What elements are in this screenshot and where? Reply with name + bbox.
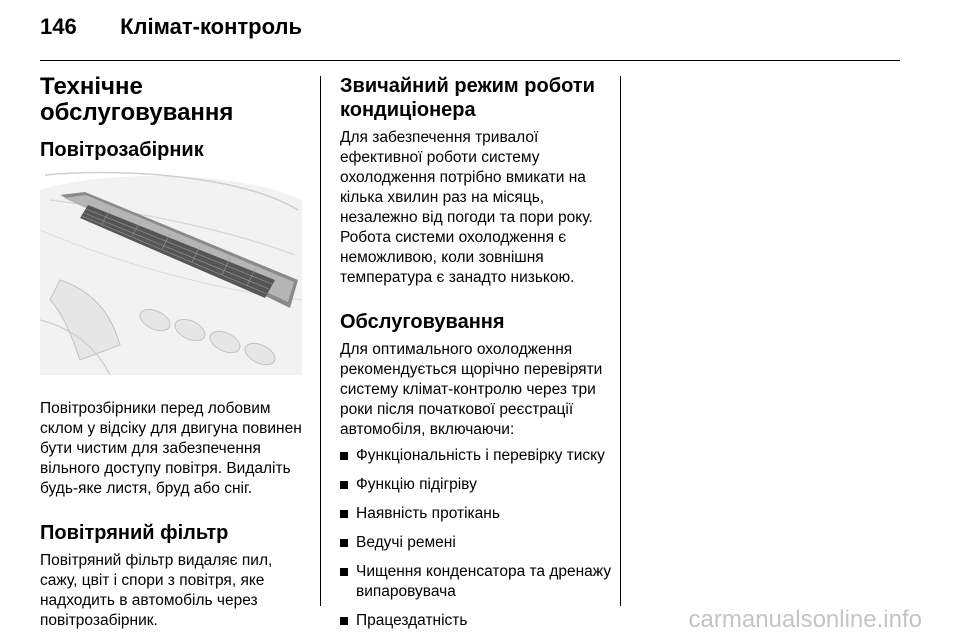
square-bullet-icon xyxy=(340,452,348,460)
left-column xyxy=(40,74,302,631)
list-item: Чищення конденсатора та дренажу випаровувача xyxy=(340,562,612,602)
service-checklist xyxy=(340,446,612,631)
air-intake-text: Повітрозбірники перед лобовим склом у відсіку для двигуна повинен бути чистим для забезпечення вільного доступу повітря. Видаліть будь-яке листя, бруд або сніг. xyxy=(40,400,302,497)
square-bullet-icon xyxy=(340,539,348,547)
list-item: Працездатність xyxy=(340,611,612,631)
list-item: Наявність протікань xyxy=(340,504,612,524)
middle-column xyxy=(340,74,612,640)
air-intake-heading: Повітрозабірник xyxy=(40,139,204,161)
ac-normal-mode-heading: Звичайний режим роботи кондиціонера xyxy=(340,75,595,121)
square-bullet-icon xyxy=(340,568,348,576)
watermark: carmanualsonline.info xyxy=(688,606,922,633)
ac-normal-mode-text: Для забезпечення тривалої ефективної роботи систему охолодження потрібно вмикати на кілька хвилин раз на місяць, незалежно від погоди та пори року. Робота системи охолодження є неможливою, коли зовнішня температура є занадто низькою. xyxy=(340,129,593,286)
page-header xyxy=(40,14,302,40)
square-bullet-icon xyxy=(340,510,348,518)
air-filter-heading: Повітряний фільтр xyxy=(40,522,229,544)
column-divider-2 xyxy=(620,76,621,606)
service-heading: Обслуговування xyxy=(340,311,505,333)
header-rule xyxy=(40,60,900,61)
list-item: Функцію підігріву xyxy=(340,475,612,495)
square-bullet-icon xyxy=(340,481,348,489)
air-intake-illustration xyxy=(40,170,302,375)
chapter-title: Клімат-контроль xyxy=(120,14,303,39)
list-item: Функціональність і перевірку тиску xyxy=(340,446,612,466)
air-filter-text: Повітряний фільтр видаляє пил, сажу, цвіт і спори з повітря, яке надходить в автомобіль через повітрозабірник. xyxy=(40,552,273,629)
service-text: Для оптимального охолодження рекомендується щорічно перевіряти систему клімат-контролю через три роки після початкової реєстрації автомобіля, включаючи: xyxy=(340,341,603,438)
section-title: Технічне обслуговування xyxy=(40,73,234,126)
column-divider-1 xyxy=(320,76,321,606)
list-item: Ведучі ремені xyxy=(340,533,612,553)
square-bullet-icon xyxy=(340,617,348,625)
page-number: 146 xyxy=(40,14,77,39)
